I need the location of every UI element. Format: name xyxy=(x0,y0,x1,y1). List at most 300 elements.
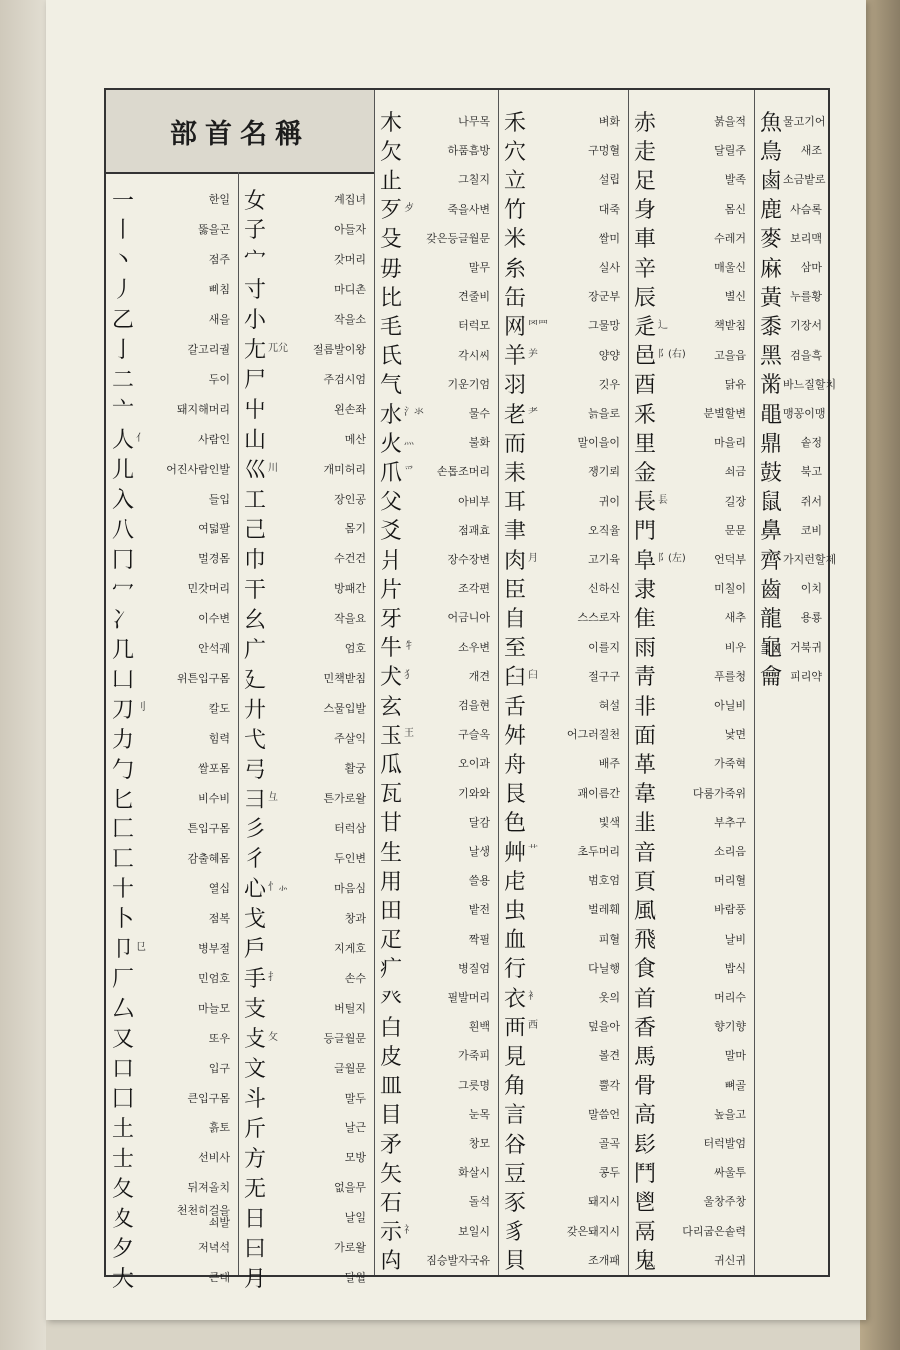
radical-character: 廴 xyxy=(244,667,268,693)
radical-character: 臼 xyxy=(504,665,528,691)
radical-name: 저녁석 xyxy=(198,1241,230,1255)
radical-variant: 歺 xyxy=(404,202,415,214)
radical-entry xyxy=(634,223,750,253)
radical-entry xyxy=(760,486,826,516)
radical-entry xyxy=(380,924,494,954)
radical-entry xyxy=(380,661,494,691)
radical-glyphs xyxy=(504,690,527,721)
radical-entry xyxy=(504,456,624,486)
radical-character: 酉 xyxy=(634,373,658,399)
radical-name: 각시씨 xyxy=(458,348,490,362)
radical-variant: 衤 xyxy=(528,991,539,1003)
radical-glyphs xyxy=(244,1052,267,1083)
radical-character: 支 xyxy=(244,997,268,1023)
radical-character: 言 xyxy=(504,1103,528,1129)
radical-entry xyxy=(504,719,624,749)
radical-name: 가로왈 xyxy=(334,1241,366,1255)
radical-name: 창과 xyxy=(344,911,366,925)
radical-glyphs xyxy=(760,631,783,662)
radical-character: 甘 xyxy=(380,811,404,837)
radical-character: 缶 xyxy=(504,285,528,311)
radical-glyphs xyxy=(112,1232,135,1263)
radical-glyphs xyxy=(380,1098,403,1129)
radical-glyphs xyxy=(760,135,783,166)
radical-name: 삼마 xyxy=(800,261,822,274)
radical-glyphs xyxy=(634,544,686,575)
radical-character: 黍 xyxy=(760,314,784,340)
radical-character: 靑 xyxy=(634,665,658,691)
radical-character: 而 xyxy=(504,431,528,457)
radical-entry xyxy=(112,543,234,573)
radical-character: 矛 xyxy=(380,1132,404,1158)
radical-glyphs xyxy=(504,339,538,370)
radical-character: 鼓 xyxy=(760,460,784,486)
radical-glyphs xyxy=(504,427,527,458)
radical-character: 儿 xyxy=(112,458,136,484)
radical-glyphs xyxy=(760,544,783,575)
radical-name: 언덕부 xyxy=(714,553,746,566)
radical-glyphs xyxy=(112,842,135,873)
radical-glyphs xyxy=(634,719,657,750)
radical-name: 밭전 xyxy=(468,903,490,917)
radical-character: 雨 xyxy=(634,636,658,662)
radical-character: 示 xyxy=(380,1220,404,1246)
book-page xyxy=(46,0,866,1320)
radical-entry xyxy=(634,953,750,983)
radical-character: 毋 xyxy=(380,256,404,282)
radical-character: 匕 xyxy=(112,787,136,813)
radical-glyphs xyxy=(634,106,657,137)
radical-glyphs xyxy=(244,932,267,963)
radical-glyphs xyxy=(244,213,267,244)
radical-entry xyxy=(634,369,750,399)
radical-name: 소우변 xyxy=(458,640,490,654)
radical-entry xyxy=(634,106,750,136)
radical-glyphs xyxy=(634,1215,657,1246)
radical-character: 寸 xyxy=(244,278,268,304)
radical-entry xyxy=(112,334,234,364)
radical-name: 조각편 xyxy=(458,582,490,596)
radical-name: 귀이 xyxy=(598,494,620,508)
radical-name: 맹꽁이맹 xyxy=(783,407,826,420)
radical-entry xyxy=(634,690,750,720)
radical-variant: 彑 xyxy=(268,792,279,804)
radical-character: 隶 xyxy=(634,577,658,603)
radical-entry xyxy=(380,865,494,895)
radical-entry xyxy=(112,603,234,633)
radical-entry xyxy=(760,515,826,545)
radical-entry xyxy=(244,214,370,244)
radical-name: 마디촌 xyxy=(334,282,366,296)
radical-entry xyxy=(244,1142,370,1172)
radical-glyphs xyxy=(244,243,267,274)
radical-character: 冂 xyxy=(112,547,136,573)
radical-name: 몸기 xyxy=(344,522,366,536)
radical-glyphs xyxy=(634,806,657,837)
radical-name: 두인변 xyxy=(334,851,366,865)
radical-name: 물고기어 xyxy=(783,115,826,128)
radical-character: 火 xyxy=(380,431,404,457)
radical-name: 다리굽은솥력 xyxy=(682,1224,746,1238)
radical-entry xyxy=(504,486,624,516)
radical-entry xyxy=(504,1186,624,1216)
radical-character: 人 xyxy=(112,428,136,454)
radical-name: 초두머리 xyxy=(577,845,620,858)
radical-name: 활궁 xyxy=(344,762,366,776)
radical-name: 양양 xyxy=(598,348,620,362)
radical-character: 丶 xyxy=(112,248,136,274)
radical-name: 두이 xyxy=(208,372,230,386)
radical-character: 廾 xyxy=(244,697,268,723)
radical-entry xyxy=(380,515,494,545)
radical-variant: 镸 xyxy=(658,494,669,506)
radical-glyphs xyxy=(380,368,403,399)
radical-name: 터럭발엄 xyxy=(703,1137,746,1150)
radical-glyphs xyxy=(380,982,403,1013)
radical-character: 革 xyxy=(634,752,658,778)
radical-entry xyxy=(504,164,624,194)
radical-character: 龜 xyxy=(760,636,784,662)
radical-entry xyxy=(380,310,494,340)
radical-glyphs xyxy=(634,865,657,896)
radical-character: 麻 xyxy=(760,256,784,282)
radical-character: 厶 xyxy=(112,997,136,1023)
radical-entry xyxy=(504,953,624,983)
radical-character: 穴 xyxy=(504,139,528,165)
radical-entry xyxy=(634,1099,750,1129)
radical-glyphs xyxy=(504,1011,538,1042)
radical-name: 짝필 xyxy=(468,932,490,946)
radical-character: 虍 xyxy=(504,869,528,895)
radical-glyphs xyxy=(112,1082,135,1113)
radical-character: 襾 xyxy=(504,1015,528,1041)
radical-character: 韋 xyxy=(634,782,658,808)
radical-character: 色 xyxy=(504,811,528,837)
radical-glyphs xyxy=(380,135,403,166)
radical-name: 힘력 xyxy=(208,732,230,746)
radical-glyphs xyxy=(112,1202,135,1233)
radical-glyphs xyxy=(504,135,527,166)
radical-variant: ⻌ xyxy=(658,319,669,331)
radical-glyphs xyxy=(244,513,267,544)
radical-entry xyxy=(244,513,370,543)
radical-character: 瓜 xyxy=(380,752,404,778)
radical-entry xyxy=(112,963,234,993)
radical-name: 머리혈 xyxy=(714,874,746,888)
radical-entry xyxy=(380,1186,494,1216)
radical-character: 歹 xyxy=(380,198,404,224)
radical-name: 멀경몸 xyxy=(198,552,230,566)
radical-glyphs xyxy=(504,398,538,429)
radical-character: 走 xyxy=(634,139,658,165)
radical-entry xyxy=(504,573,624,603)
radical-entry xyxy=(634,924,750,954)
radical-character: 匸 xyxy=(112,847,136,873)
radical-entry xyxy=(112,454,234,484)
radical-character: 大 xyxy=(112,1266,136,1292)
radical-name: 사슴록 xyxy=(790,202,822,216)
radical-entry xyxy=(380,456,494,486)
radical-name: 늙을로 xyxy=(588,407,620,420)
radical-glyphs xyxy=(634,456,657,487)
radical-character: 谷 xyxy=(504,1132,528,1158)
radical-name: 기장서 xyxy=(790,319,822,333)
radical-entry xyxy=(244,873,370,903)
radical-name: 필발머리 xyxy=(447,991,490,1004)
radical-glyphs xyxy=(504,281,527,312)
radical-name: 다룸가죽위 xyxy=(692,786,746,800)
radical-entry xyxy=(244,1083,370,1113)
radical-character: 立 xyxy=(504,168,528,194)
radical-glyphs xyxy=(380,339,403,370)
radical-entry xyxy=(380,1040,494,1070)
radical-entry xyxy=(380,1157,494,1187)
radical-character: 夕 xyxy=(112,1236,136,1262)
radical-entry xyxy=(244,1202,370,1232)
radical-glyphs xyxy=(760,339,783,370)
radical-variant: 扌 xyxy=(268,971,279,983)
radical-character: 鬼 xyxy=(634,1249,658,1275)
radical-entry xyxy=(380,340,494,370)
radical-entry xyxy=(760,602,826,632)
radical-glyphs xyxy=(244,723,267,754)
radical-entry xyxy=(380,573,494,603)
radical-glyphs xyxy=(634,1244,657,1275)
radical-glyphs xyxy=(380,894,403,925)
radical-character: 衣 xyxy=(504,986,528,1012)
radical-glyphs xyxy=(504,982,538,1013)
radical-name: 말씀언 xyxy=(588,1107,620,1121)
radical-entry xyxy=(244,1172,370,1202)
radical-character: 刀 xyxy=(112,697,136,723)
radical-name: 마을리 xyxy=(714,436,746,450)
radical-character: 八 xyxy=(112,517,136,543)
radical-name: 작을요 xyxy=(334,612,366,626)
radical-glyphs xyxy=(380,690,403,721)
radical-character: 辰 xyxy=(634,285,658,311)
radical-entry xyxy=(634,982,750,1012)
radical-name: 가지런할제 xyxy=(783,553,837,566)
radical-name: 메산 xyxy=(344,432,366,446)
radical-entry xyxy=(504,135,624,165)
radical-character: 黑 xyxy=(760,344,784,370)
radical-character: 卩 xyxy=(112,937,136,963)
radical-name: 계집녀 xyxy=(334,193,366,206)
radical-glyphs xyxy=(634,836,657,867)
radical-entry xyxy=(634,194,750,224)
radical-name: 비수비 xyxy=(198,792,230,805)
radical-glyphs xyxy=(504,222,527,253)
radical-variant: 牜 xyxy=(404,640,415,652)
radical-character: 巛 xyxy=(244,458,268,484)
radical-entry xyxy=(244,274,370,304)
radical-name: 머리수 xyxy=(714,991,746,1004)
radical-character: 皿 xyxy=(380,1074,404,1100)
radical-variant: 爫 xyxy=(404,465,415,477)
radical-character: 豆 xyxy=(504,1161,528,1187)
radical-variant: 阝(右) xyxy=(658,348,686,360)
radical-glyphs xyxy=(504,1040,527,1071)
column-divider xyxy=(238,172,239,1275)
radical-name: 마늘모 xyxy=(198,1001,230,1015)
radical-entry xyxy=(380,632,494,662)
radical-entry xyxy=(634,573,750,603)
radical-entry xyxy=(504,778,624,808)
radical-character: 馬 xyxy=(634,1044,658,1070)
radical-name: 괘이름간 xyxy=(577,786,620,800)
radical-entry xyxy=(634,1216,750,1246)
radical-character: 豸 xyxy=(504,1220,528,1246)
radical-glyphs xyxy=(380,748,403,779)
radical-name: 길장 xyxy=(724,494,746,508)
radical-entry xyxy=(112,903,234,933)
radical-name: 불화 xyxy=(468,436,490,450)
radical-entry xyxy=(504,807,624,837)
radical-entry xyxy=(504,106,624,136)
radical-entry xyxy=(634,1011,750,1041)
radical-glyphs xyxy=(380,427,414,458)
radical-name: 주살익 xyxy=(334,732,366,746)
radical-glyphs xyxy=(112,723,135,754)
radical-glyphs xyxy=(380,777,403,808)
radical-entry xyxy=(504,661,624,691)
radical-character: 鼎 xyxy=(760,431,784,457)
radical-glyphs xyxy=(112,902,135,933)
radical-character: 攴 xyxy=(244,1027,268,1053)
radical-name: 모방 xyxy=(344,1151,366,1165)
radical-name: 주검시엄 xyxy=(323,372,366,386)
radical-entry xyxy=(112,723,234,753)
radical-entry xyxy=(504,1099,624,1129)
radical-character: 釆 xyxy=(634,402,658,428)
radical-name: 향기향 xyxy=(714,1020,746,1034)
radical-character: 聿 xyxy=(504,519,528,545)
radical-name: 밥식 xyxy=(724,961,746,975)
radical-glyphs xyxy=(380,660,414,691)
radical-character: 竹 xyxy=(504,198,528,224)
radical-character: 日 xyxy=(244,1206,268,1232)
radical-entry xyxy=(380,602,494,632)
radical-glyphs xyxy=(112,363,135,394)
radical-variant: 西 xyxy=(528,1020,539,1032)
radical-entry xyxy=(112,304,234,334)
radical-entry xyxy=(634,281,750,311)
radical-name: 튼입구몸 xyxy=(187,821,230,835)
radical-glyphs xyxy=(380,602,403,633)
radical-entry xyxy=(504,924,624,954)
radical-entry xyxy=(380,223,494,253)
radical-glyphs xyxy=(634,1186,657,1217)
radical-name: 창모 xyxy=(468,1137,490,1150)
radical-name: 갖은돼지시 xyxy=(566,1224,620,1238)
radical-entry xyxy=(112,244,234,274)
radical-entry xyxy=(380,778,494,808)
radical-name: 작을소 xyxy=(334,312,366,326)
radical-character: 艮 xyxy=(504,782,528,808)
radical-glyphs xyxy=(634,660,657,691)
radical-character: 亅 xyxy=(112,338,136,364)
radical-glyphs xyxy=(112,932,146,963)
radical-character: 己 xyxy=(244,517,268,543)
radical-name: 스스로자 xyxy=(577,611,620,625)
radical-name: 범호엄 xyxy=(588,874,620,888)
radical-glyphs xyxy=(634,427,657,458)
radical-character: 見 xyxy=(504,1044,528,1070)
radical-name: 새추 xyxy=(724,611,746,625)
radical-glyphs xyxy=(760,222,783,253)
radical-character: 鬲 xyxy=(634,1220,658,1246)
radical-glyphs xyxy=(504,456,527,487)
radical-entry xyxy=(380,1128,494,1158)
radical-glyphs xyxy=(380,398,424,429)
radical-entry xyxy=(634,164,750,194)
radical-character: 心 xyxy=(244,877,268,903)
radical-entry xyxy=(380,982,494,1012)
radical-glyphs xyxy=(112,1112,135,1143)
radical-name: 민책받침 xyxy=(323,672,366,686)
radical-glyphs xyxy=(634,1128,657,1159)
radical-glyphs xyxy=(504,193,527,224)
radical-glyphs xyxy=(634,894,657,925)
radical-name: 개견 xyxy=(468,669,490,683)
radical-entry xyxy=(380,164,494,194)
radical-name: 수건건 xyxy=(334,552,366,566)
radical-glyphs xyxy=(112,1052,135,1083)
radical-entry xyxy=(634,778,750,808)
radical-character: 辛 xyxy=(634,256,658,282)
radical-name: 말두 xyxy=(344,1091,366,1105)
radical-entry xyxy=(244,424,370,454)
radical-glyphs xyxy=(244,1202,267,1233)
radical-entry xyxy=(634,661,750,691)
radical-entry xyxy=(504,1040,624,1070)
radical-character: 干 xyxy=(244,577,268,603)
radical-name: 큰입구몸 xyxy=(187,1091,230,1105)
radical-entry xyxy=(504,1128,624,1158)
radical-character: 夊 xyxy=(112,1206,136,1232)
radical-character: 片 xyxy=(380,577,404,603)
radical-entry xyxy=(504,194,624,224)
radical-entry xyxy=(760,135,826,165)
radical-entry xyxy=(760,544,837,574)
radical-entry xyxy=(760,281,826,311)
radical-name: 병부절 xyxy=(198,941,230,955)
radical-entry xyxy=(380,135,494,165)
radical-character: 黃 xyxy=(760,285,784,311)
radical-glyphs xyxy=(504,952,527,983)
radical-character: 工 xyxy=(244,488,268,513)
radical-name: 터럭모 xyxy=(458,319,490,333)
radical-name: 입구 xyxy=(208,1061,230,1075)
radical-name: 말이을이 xyxy=(577,436,620,450)
radical-entry xyxy=(504,281,624,311)
radical-name: 쟁기뢰 xyxy=(588,465,620,479)
radical-character: 黹 xyxy=(760,373,784,399)
radical-entry xyxy=(244,1112,370,1142)
radical-character: 比 xyxy=(380,285,404,311)
radical-glyphs xyxy=(112,184,135,215)
radical-character: 厂 xyxy=(112,967,136,993)
radical-name: 덮을아 xyxy=(588,1020,620,1034)
radical-glyphs xyxy=(380,485,403,516)
radical-name: 개미허리 xyxy=(323,462,366,476)
radical-name: 한일 xyxy=(208,193,230,206)
radical-glyphs xyxy=(244,453,278,484)
radical-glyphs xyxy=(634,485,668,516)
background-right xyxy=(860,0,900,1350)
radical-name: 큰대 xyxy=(208,1271,230,1285)
radical-entry xyxy=(760,106,826,136)
